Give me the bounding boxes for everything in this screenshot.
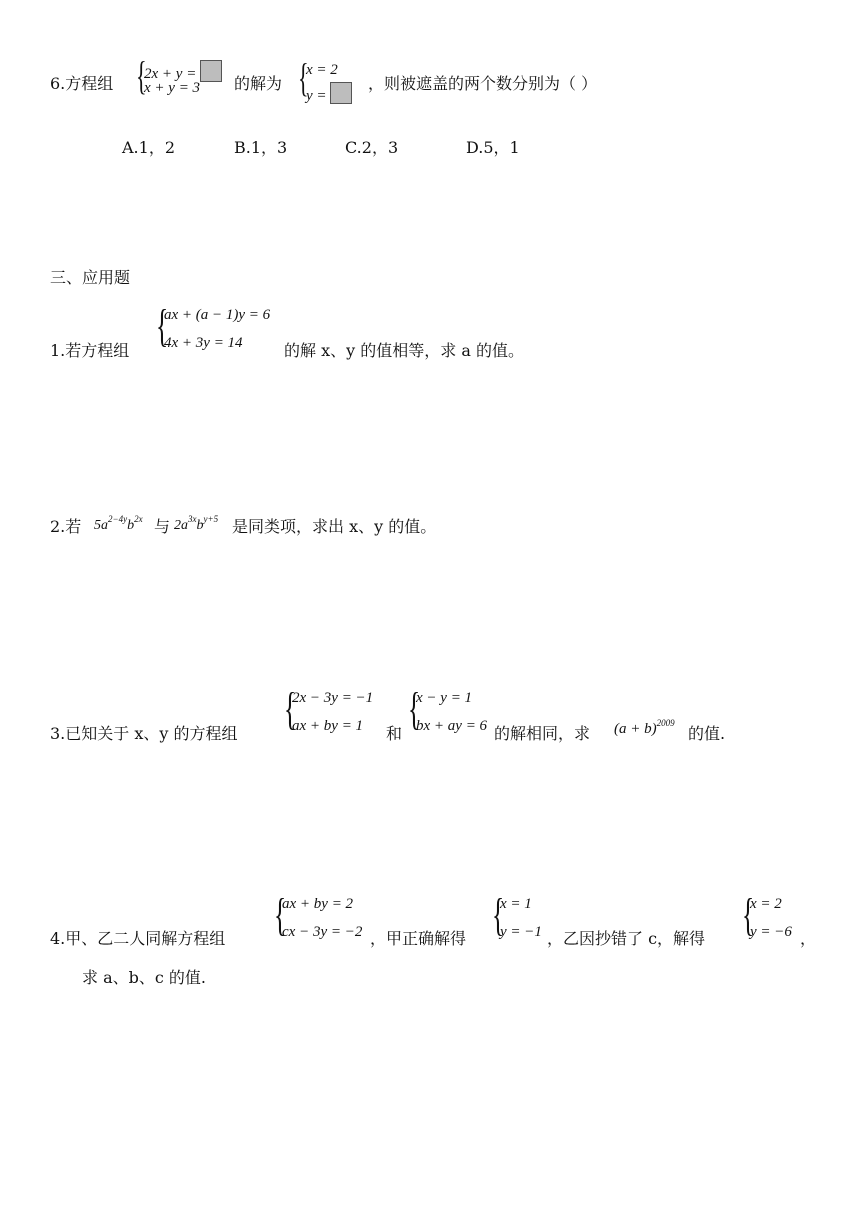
p1-prefix: 1.若方程组 <box>50 341 130 360</box>
covered-box <box>330 82 352 104</box>
p4-mid1: ，甲正确解得 <box>370 929 467 948</box>
brace-icon: { <box>156 300 169 351</box>
option-c: C.2，3 <box>345 138 399 157</box>
brace-icon: { <box>408 683 421 734</box>
q6-sys2-row1: x = 2 <box>306 62 338 78</box>
q6-sys1-row2: x + y = 3 <box>144 80 201 96</box>
p2-term-2: $2a^{3x}b^{y+5}$ <box>174 514 219 533</box>
p4-s3-row2: y = −6 <box>750 924 792 940</box>
p1-suffix: 的解 x、y 的值相等，求 a 的值。 <box>284 341 524 360</box>
brace-icon: { <box>742 889 755 940</box>
p1-row1: ax + (a − 1)y = 6 <box>164 307 271 323</box>
brace-icon: { <box>136 53 147 98</box>
option-d: D.5，1 <box>466 138 520 157</box>
p4-s3-row1: x = 2 <box>750 896 782 912</box>
q6-prefix: 6.方程组 <box>50 74 114 93</box>
p4-prefix: 4.甲、乙二人同解方程组 <box>50 929 226 948</box>
q6-suffix: ，则被遮盖的两个数分别为（ ） <box>368 74 598 93</box>
p3-suffix: 的值. <box>688 724 726 743</box>
p4-s1-row1: ax + by = 2 <box>282 896 354 912</box>
option-b: B.1，3 <box>234 138 288 157</box>
p3-s2-row1: x − y = 1 <box>416 690 473 706</box>
p3-and: 和 <box>386 724 403 743</box>
brace-icon: { <box>274 889 287 940</box>
p4-end: ， <box>800 929 817 948</box>
p4-line2: 求 a、b、c 的值. <box>82 968 207 987</box>
p2-mid: 与 <box>154 517 171 536</box>
p3-s2-row2: bx + ay = 6 <box>416 718 488 734</box>
q6-sys1-row1: 2x + y = <box>144 66 197 82</box>
option-a: A.1，2 <box>122 138 176 157</box>
q6-sys2-row2: y = <box>306 88 327 104</box>
p4-s2-row1: x = 1 <box>500 896 532 912</box>
brace-icon: { <box>492 889 505 940</box>
p3-mid: 的解相同，求 <box>494 724 591 743</box>
p4-s2-row2: y = −1 <box>500 924 542 940</box>
p3-prefix: 3.已知关于 x、y 的方程组 <box>50 724 238 743</box>
p2-suffix: 是同类项，求出 x、y 的值。 <box>232 517 437 536</box>
p3-s1-row1: 2x − 3y = −1 <box>292 690 374 706</box>
p2-term-1: $5a^{2-4y}b^{2x}$ <box>94 514 143 533</box>
p4-mid2: ，乙因抄错了 c，解得 <box>547 929 706 948</box>
p4-s1-row2: cx − 3y = −2 <box>282 924 363 940</box>
p3-expression: $(a + b)^{2009}$ <box>614 718 675 737</box>
p2-prefix: 2.若 <box>50 517 82 536</box>
section-title: 三、应用题 <box>50 268 131 287</box>
brace-icon: { <box>298 55 309 100</box>
brace-icon: { <box>284 683 297 734</box>
q6-mid: 的解为 <box>234 74 283 93</box>
p1-row2: 4x + 3y = 14 <box>164 335 243 351</box>
p3-s1-row2: ax + by = 1 <box>292 718 364 734</box>
covered-box <box>200 60 222 82</box>
